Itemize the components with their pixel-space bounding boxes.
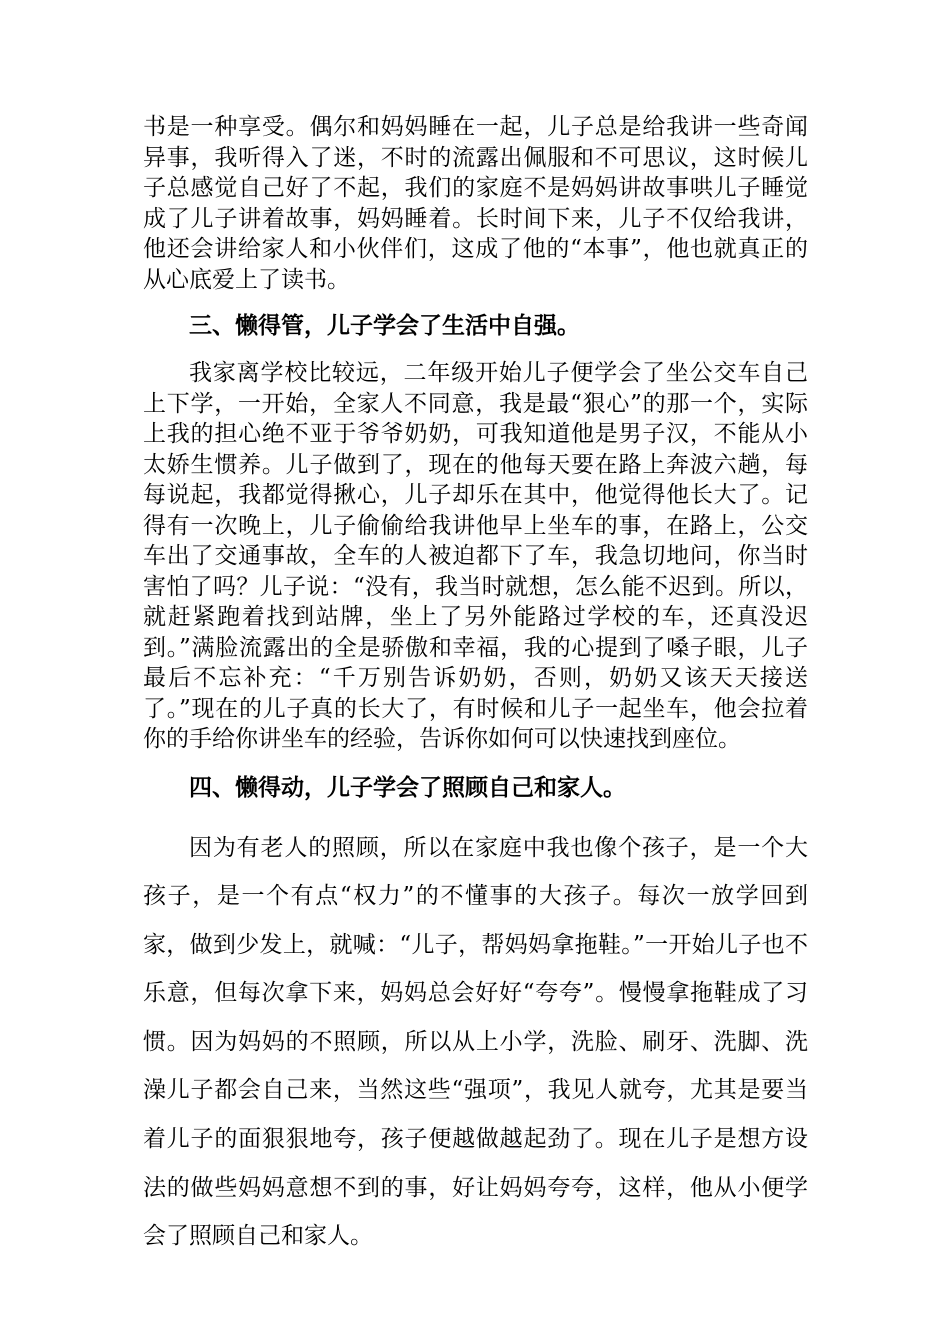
section-heading-3: 三、懒得管，儿子学会了生活中自强。	[189, 312, 580, 339]
document-page	[143, 112, 808, 1261]
paragraph-bus-independence: 我家离学校比较远，二年级开始儿子便学会了坐公交车自己上下学，一开始，全家人不同意，我是最“狠心”的那一个，实际上我的担心绝不亚于爷爷奶奶，可我知道他是男子汉，不能从小太娇生惯养。儿子做到了，现在的他每天要在路上奔波六趟，每每说起，我都觉得揪心，儿子却乐在其中，他觉得他长大了。记得有一次晚上，儿子偷偷给我讲他早上坐车的事，在路上，公交车出了交通事故，全车的人被迫都下了车，我急切地问，你当时害怕了吗？儿子说：“没有，我当时就想，怎么能不迟到。所以，就赶紧跑着找到站牌，坐上了另外能路过学校的车，还真没迟到。”满脸流露出的全是骄傲和幸福，我的心提到了嗓子眼，儿子最后不忘补充：“千万别告诉奶奶，否则，奶奶又该天天接送了。”现在的儿子真的长大了，有时候和儿子一起坐车，他会拉着你的手给你讲坐车的经验，告诉你如何可以快速找到座位。	[143, 360, 808, 752]
paragraph-caring-for-family: 因为有老人的照顾，所以在家庭中我也像个孩子，是一个大孩子，是一个有点“权力”的不懂事的大孩子。每次一放学回到家，做到少发上，就喊：“儿子，帮妈妈拿拖鞋。”一开始儿子也不乐意，但每次拿下来，妈妈总会好好“夸夸”。慢慢拿拖鞋成了习惯。因为妈妈的不照顾，所以从上小学，洗脸、刷牙、洗脚、洗澡儿子都会自己来，当然这些“强项”，我见人就夸，尤其是要当着儿子的面狠狠地夸，孩子便越做越起劲了。现在儿子是想方设法的做些妈妈意想不到的事，好让妈妈夸夸，这样，他从小便学会了照顾自己和家人。	[143, 834, 808, 1250]
paragraph-reading-continuation: 书是一种享受。偶尔和妈妈睡在一起，儿子总是给我讲一些奇闻异事，我听得入了迷，不时的流露出佩服和不可思议，这时候儿子总感觉自己好了不起，我们的家庭不是妈妈讲故事哄儿子睡觉成了儿子讲着故事，妈妈睡着。长时间下来，儿子不仅给我讲，他还会讲给家人和小伙伴们，这成了他的“本事”，他也就真正的从心底爱上了读书。	[143, 114, 808, 293]
section-heading-4: 四、懒得动，儿子学会了照顾自己和家人。	[189, 773, 626, 801]
